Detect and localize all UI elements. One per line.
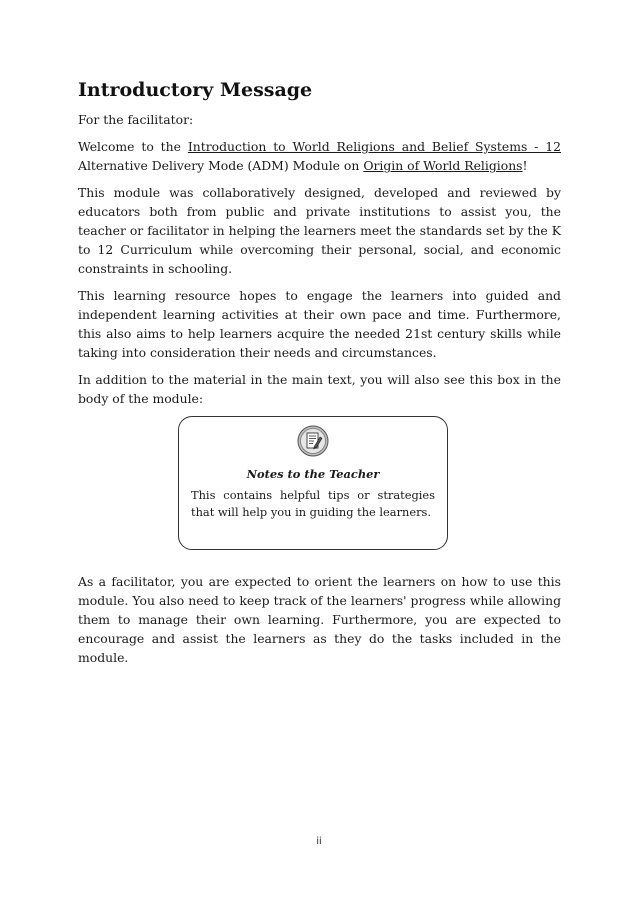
page-title: Introductory Message [78,79,313,101]
collaboration-paragraph: This module was collaboratively designed, developed and reviewed by educators both from public and private institutions to assist you, the teacher or facilitator in helping the learners meet the standards set by the K to 12 Curriculum while overcoming their personal, social, and economic constraints in schooling. [78,185,561,276]
notes-icon [297,425,329,457]
page-number: ii [316,836,322,847]
notes-to-teacher-box [178,416,448,550]
note-box-body: This contains helpful tips or strategies that will help you in guiding the learners. [191,488,435,519]
course-title: Introduction to World Religions and Belief Systems - 12 [187,139,561,154]
box-intro-paragraph: In addition to the material in the main text, you will also see this box in the body of the module: [78,372,561,406]
welcome-middle: Alternative Delivery Mode (ADM) Module on [78,158,364,173]
facilitator-line: For the facilitator: [78,112,194,127]
facilitator-paragraph: As a facilitator, you are expected to orient the learners on how to use this module. You also need to keep track of the learners' progress while allowing them to manage their own learning. Furthermore, you are expected to encourage and assist the learners as they do the tasks included in the module. [78,574,561,665]
welcome-prefix: Welcome to the [78,139,188,154]
note-box-title: Notes to the Teacher [246,467,380,481]
welcome-paragraph [78,137,561,175]
resource-paragraph: This learning resource hopes to engage the learners into guided and independent learning activities at their own pace and time. Furthermore, this also aims to help learners acquire the needed 21st century skills while taking into consideration their needs and circumstances. [78,288,561,360]
document-page [78,78,561,675]
welcome-suffix: ! [522,158,528,173]
module-title: Origin of World Religions [363,158,523,173]
